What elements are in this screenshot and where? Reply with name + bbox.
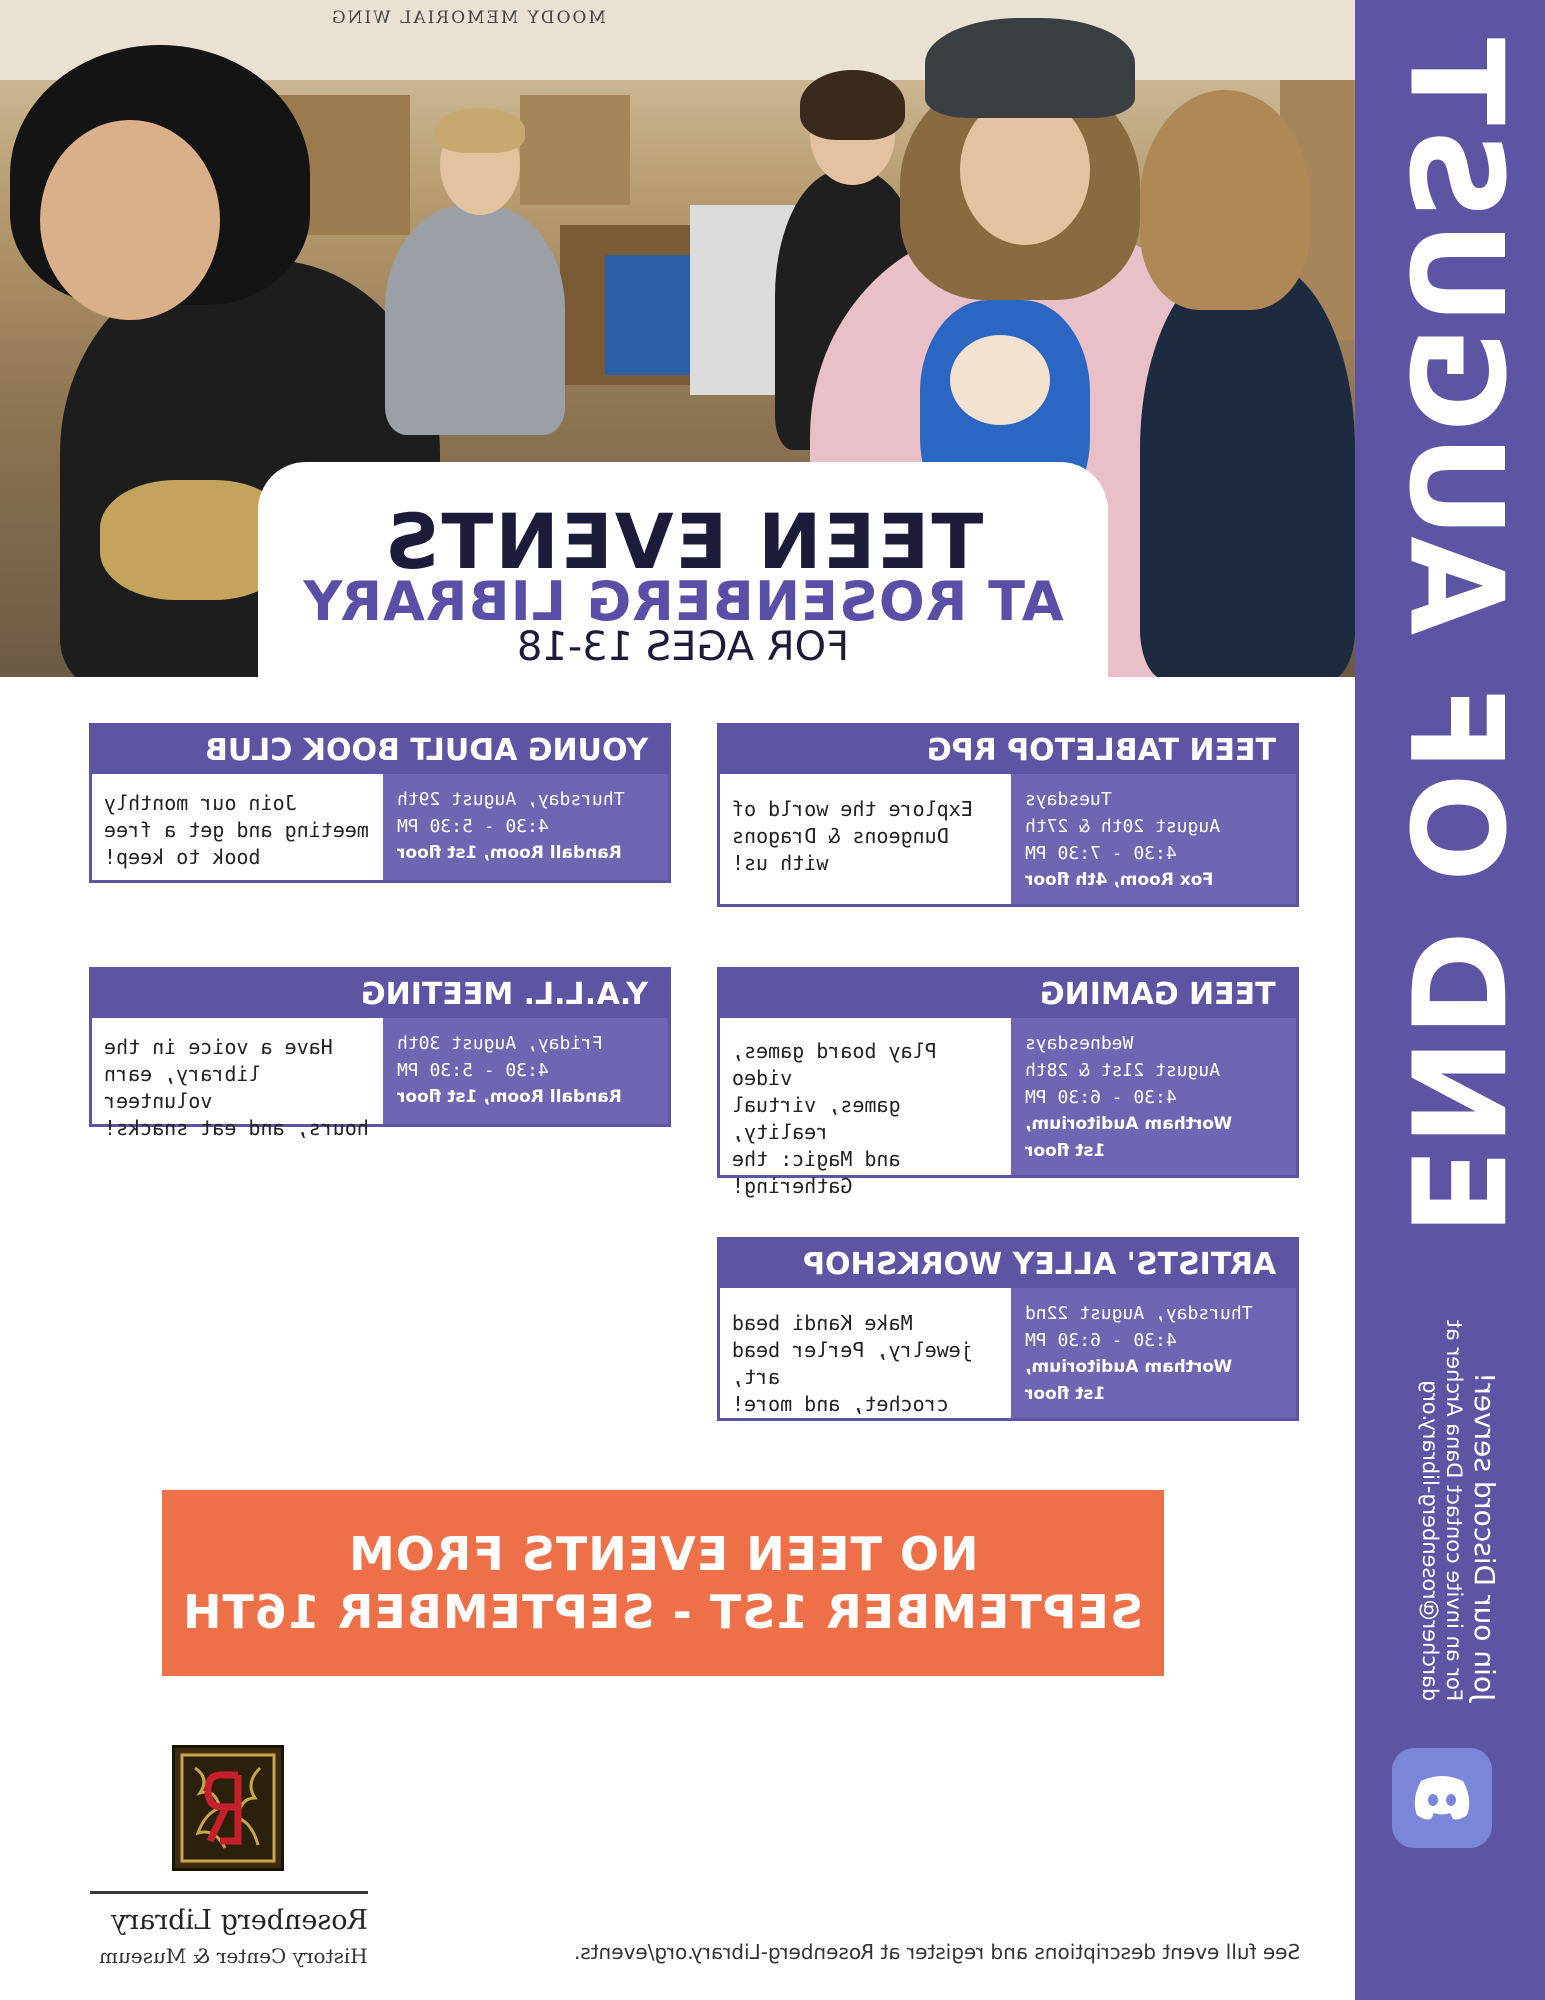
photo-person (1140, 260, 1355, 677)
event-schedule (383, 774, 668, 880)
library-name: Rosenberg Library (111, 1905, 368, 1936)
photo-person (385, 205, 565, 435)
photo-bin (605, 255, 695, 375)
title-badge (258, 462, 1108, 677)
discord-icon[interactable] (1392, 1748, 1492, 1848)
event-location: Wortham Auditorium, (1025, 1114, 1233, 1134)
event-description (92, 774, 383, 880)
event-description-line: with us! (732, 851, 829, 875)
event-location: Fox Room, 4th floor (1025, 870, 1214, 890)
discord-invite (1395, 1275, 1525, 1745)
event-card-tabletop-rpg (717, 723, 1299, 907)
event-title: ARTISTS' ALLEY WORKSHOP (720, 1240, 1296, 1288)
event-dates: Thursday, August 29th (397, 789, 625, 810)
event-description-line: Explore the world of (732, 797, 973, 821)
photo-person-hat (925, 18, 1135, 118)
event-dates: August 21st & 28th (1025, 1060, 1221, 1081)
event-schedule (383, 1018, 668, 1124)
illuminated-letter-r-icon (172, 1745, 284, 1871)
event-card-artists-alley (717, 1237, 1299, 1421)
event-description-line: jewelry, Perler bead art, (732, 1338, 973, 1389)
event-dates: August 20th & 27th (1025, 816, 1221, 837)
event-description (92, 1018, 383, 1140)
event-days: Tuesdays (1025, 789, 1112, 810)
discord-line-2: For an invite contact Dana Archer at (1442, 1319, 1467, 1701)
no-events-banner (162, 1490, 1164, 1676)
subtitle-ages: FOR AGES 13-18 (516, 624, 850, 670)
event-time: 4:30 - 5:30 PM (397, 1060, 549, 1081)
photo-plush-toy-face (950, 335, 1050, 425)
event-days: Wednesdays (1025, 1033, 1134, 1054)
event-title: TEEN GAMING (720, 970, 1296, 1018)
event-description-line: meeting and get a free (104, 818, 369, 842)
sidebar-title-text: END OF AUGUST (1380, 35, 1530, 1235)
event-description-line: book to keep! (104, 845, 261, 869)
event-location-floor: 1st floor (1025, 1384, 1106, 1404)
event-location: Wortham Auditorium, (1025, 1357, 1233, 1377)
event-description-line: hours, and eat snacks! (104, 1116, 369, 1140)
event-time: 4:30 - 6:30 PM (1025, 1330, 1177, 1351)
event-description-line: Join our monthly (104, 791, 297, 815)
event-title: TEEN TABLETOP RPG (720, 726, 1296, 774)
event-schedule (1011, 774, 1296, 904)
event-description-line: Make Kandi bead (732, 1311, 913, 1335)
event-location: Randall Room, 1st floor (397, 843, 622, 863)
event-location-floor: 1st floor (1025, 1141, 1106, 1161)
event-description-line: Play board games, video (732, 1039, 937, 1090)
event-description-line: Have a voice in the (104, 1035, 333, 1059)
event-dates: Thursday, August 22nd (1025, 1303, 1253, 1324)
event-title: YOUNG ADULT BOOK CLUB (92, 726, 668, 774)
photo-person-hair (800, 70, 905, 140)
event-description (720, 1288, 1011, 1418)
discord-logo-shape (1411, 1773, 1473, 1823)
sidebar-vertical-title (1380, 35, 1530, 1235)
discord-line-1: Join our Discord server! (1468, 1371, 1502, 1701)
event-description (720, 1018, 1011, 1198)
library-tagline: History Center & Museum (99, 1944, 368, 1968)
event-title: Y.A.L.L. MEETING (92, 970, 668, 1018)
event-card-teen-gaming (717, 967, 1299, 1198)
event-schedule (1011, 1288, 1296, 1418)
main-title: TEEN EVENTS (382, 497, 984, 586)
event-description-line: games, virtual reality, (732, 1093, 901, 1144)
event-time: 4:30 - 5:30 PM (397, 816, 549, 837)
event-dates: Friday, August 30th (397, 1033, 603, 1054)
discord-email[interactable]: darcher@rosenberg-library.org (1418, 1379, 1443, 1701)
photo-shelf (520, 95, 630, 205)
event-description-line: and Magic: the (732, 1147, 901, 1171)
event-description-line: Gathering! (732, 1174, 853, 1198)
event-description (720, 774, 1011, 904)
logo-divider (90, 1891, 368, 1894)
banner-line-1: NO TEEN EVENTS FROM (347, 1527, 979, 1581)
event-time: 4:30 - 6:30 PM (1025, 1087, 1177, 1108)
event-description-line: crochet, and more! (732, 1392, 949, 1416)
subtitle-library: AT ROSENBERG LIBRARY (302, 570, 1064, 633)
event-location: Randall Room, 1st floor (397, 1087, 622, 1107)
event-description-line: library, earn volunteer (104, 1062, 261, 1113)
event-description-line: Dungeons & Dragons (732, 824, 949, 848)
event-schedule (1011, 1018, 1296, 1175)
logo-emblem (180, 1753, 276, 1863)
event-card-book-club (89, 723, 671, 883)
banner-line-2: SEPTEMBER 1ST - SEPTEMBER 16TH (182, 1585, 1144, 1639)
event-card-yall-meeting (89, 967, 671, 1140)
photo-person-hair (435, 108, 525, 153)
register-note[interactable]: See full event descriptions and register at Rosenberg-Library.org/events. (573, 1940, 1300, 1964)
photo-person-face (40, 120, 220, 320)
event-time: 4:30 - 7:30 PM (1025, 843, 1177, 864)
photo-person-hair (1140, 90, 1310, 310)
photo-wall-sign: MOODY MEMORIAL WING (330, 8, 606, 28)
